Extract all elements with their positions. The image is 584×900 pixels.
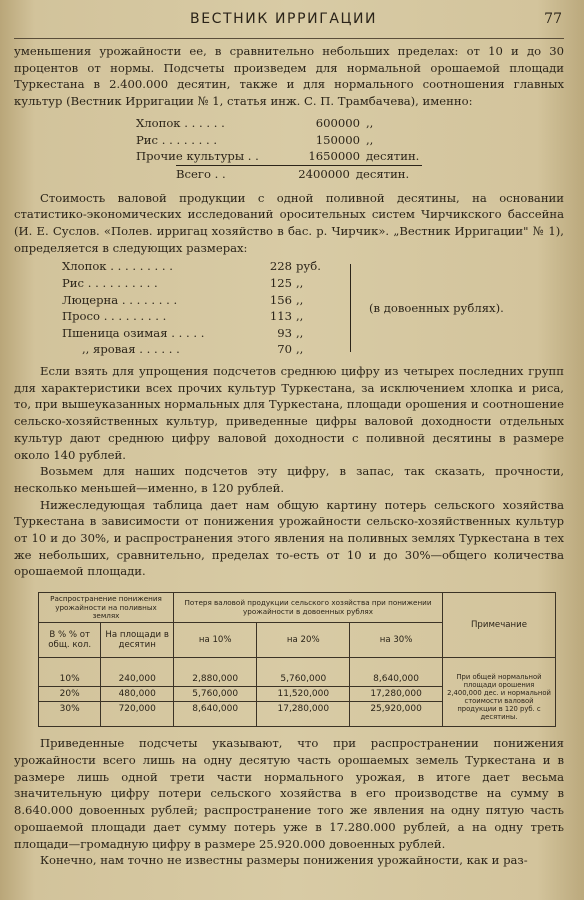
paragraph-3: Если взять для упрощения подсчетов среднюю цифру из четырех последних групп для характеристики всех прочих культур Туркестана, за исключением хлопка и риса, то, при вышеуказанных нормальных для Туркестана, площади орошения и соотношение сельско-хозяйственных культур, приведенные цифры валовой доходности отдельных культур дают среднюю цифру валовой доходности с поливной десятины в размере около 140 рублей. [14,364,564,462]
table-row: 20% 480,000 5,760,000 11,520,000 17,280,000 [39,687,556,702]
page-number: 77 [544,11,562,27]
crop-row: Хлопок . . . . . . 600000 ,, [136,115,374,130]
journal-title: ВЕСТНИК ИРРИГАЦИИ [190,11,378,27]
price-row: Рис . . . . . . . . . . 125 ,, [62,276,304,291]
crop-row: Прочие культуры . . 1650000 десятин. [136,149,420,164]
price-unit-note: (в довоенных рублях). [369,301,504,316]
loss-table-note: При общей нормальной площади орошения 2,400,000 дес. и нормальной стоимости валовой продукции в 120 руб. с десятины. [443,658,556,727]
crop-row: Рис . . . . . . . . 150000 ,, [136,132,374,147]
price-row: Пшеница озимая . . . . . 93 ,, [62,325,304,340]
crop-area-table [136,115,564,183]
crop-total-row: Всего . . 2400000 десятин. [176,165,422,183]
paragraph-2: Стоимость валовой продукции с одной поливной десятины, на основании статистико-экономических исследований оросительных систем Чирчикского бассейна (И. Е. Суслов. «Полев. ирригац хозяйство в бас. р. Чирчик». „Вестник Ирригации" № 1), определяется в следующих размерах: [14,190,564,255]
price-row: ,, яровая . . . . . . 70 ,, [82,342,304,357]
loss-table-subheader: В % % от общ. кол. На площади в десятин на 10% на 20% на 30% [39,623,556,658]
paragraph-6: Приведенные подсчеты указывают, что при распространении понижения урожайности всего лишь на одну десятую часть орошаемых земель Туркестана и в размере лишь одной трети части нормального урожая, в итоге дает весьма значительную цифру потери сельского хозяйства в его производстве на сумму в 8.640.000 довоенных рублей; распространение того же явления на одну пятую часть орошаемой площади дает сумму потерь уже в 17.280.000 рублей, а на одну треть площади—громадную цифру в размере 25.920.000 довоенных рублей. [14,736,564,851]
price-row: Хлопок . . . . . . . . . 228 руб. [62,259,321,274]
paragraph-5: Нижеследующая таблица дает нам общую картину потерь сельского хозяйства Туркестана в зависимости от понижения урожайности сельско-хозяйственных культур от 10 и до 30%, и распространения этого явления на поливных землях Туркестана в тех же небольших, сравнительно, пределах то-есть от 10 и до 30%—общего количества орошаемой площади. [14,497,564,579]
brace-bracket [350,264,361,352]
price-row: Просо . . . . . . . . . 113 ,, [62,309,304,324]
loss-table [38,592,556,727]
table-row: 10% 240,000 2,880,000 5,760,000 8,640,000 При общей нормальной площади орошения 2,400,000 дес. и нормальной стоимости валовой продукции в 120 руб. с десятины. [39,658,556,687]
crop-price-list [62,258,564,358]
running-header [14,0,564,39]
price-row: Люцерна . . . . . . . . 156 ,, [62,292,304,307]
paragraph-1: уменьшения урожайности ее, в сравнительно небольших пределах: от 10 и до 30 процентов от нормы. Подсчеты произведем для нормальной орошаемой площади Туркестана в 2.400.000 десятин, также и для нормального соотношения главных культур (Вестник Ирригации № 1, статья инж. С. П. Трамбачева), именно: [14,44,564,109]
table-row: 30% 720,000 8,640,000 17,280,000 25,920,000 [39,702,556,727]
loss-table-header: Распространение понижения урожайности на поливных землях Потеря валовой продукции сельского хозяйства при понижении урожайности в довоенных рублях Примечание [39,593,556,623]
paragraph-4: Возьмем для наших подсчетов эту цифру, в запас, так сказать, прочности, несколько меньшей—именно, в 120 рублей. [14,464,564,495]
paragraph-7: Конечно, нам точно не известны размеры понижения урожайности, как и раз- [40,853,528,868]
